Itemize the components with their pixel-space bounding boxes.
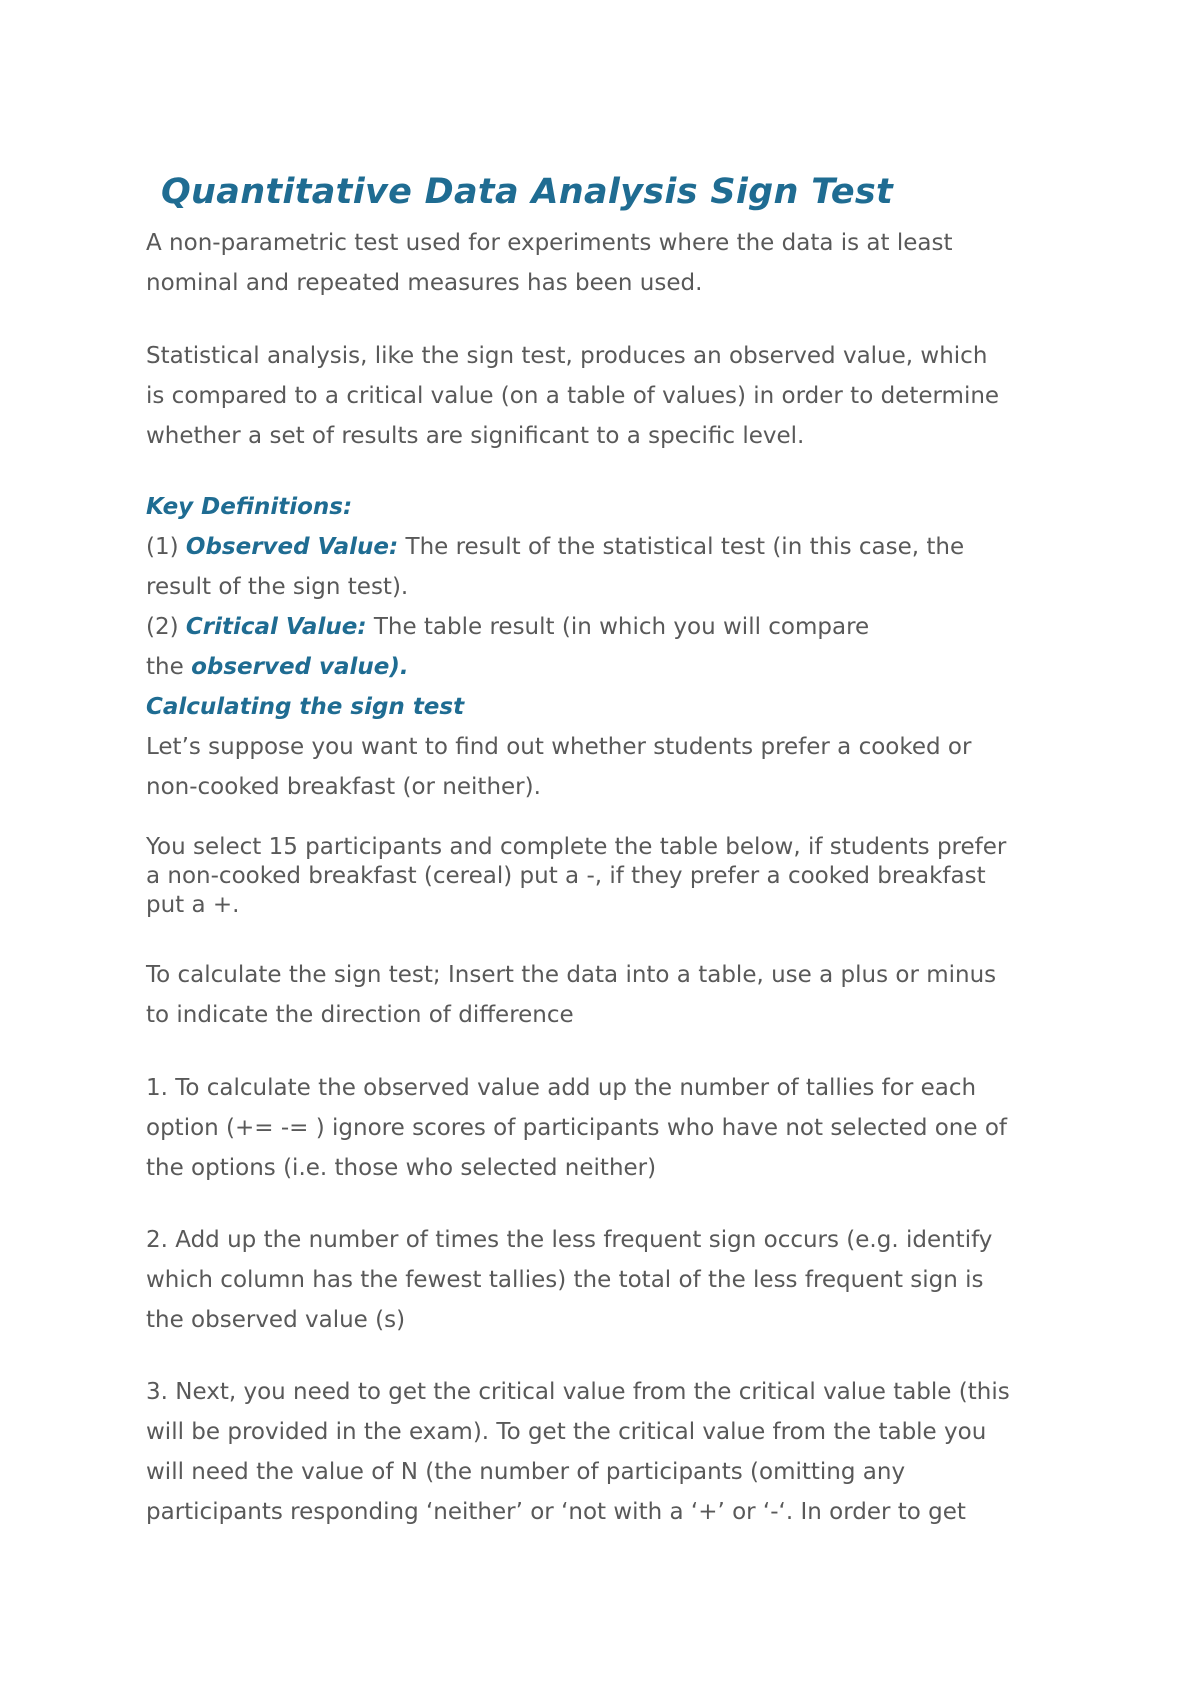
definition-1-text: The result of the statistical test (in this case, the	[398, 534, 965, 560]
calculating-line-1: Let’s suppose you want to find out whether students prefer a cooked or	[146, 734, 972, 760]
definition-2-term: Critical Value:	[185, 614, 367, 640]
definition-2-prefix: the	[146, 654, 192, 680]
calculating-heading: Calculating the sign test	[146, 694, 465, 720]
analysis-paragraph	[146, 336, 1086, 456]
calc-intro-paragraph	[146, 955, 1086, 1035]
analysis-line-2: is compared to a critical value (on a table of values) in order to determine	[146, 383, 1000, 409]
definition-1-line-1	[146, 527, 1086, 567]
analysis-line-1: Statistical analysis, like the sign test, produces an observed value, which	[146, 343, 988, 369]
key-definitions-section	[146, 487, 1086, 807]
step-1-line-2: option (+= -= ) ignore scores of participants who have not selected one of	[146, 1115, 1008, 1141]
intro-line-1: A non-parametric test used for experiments where the data is at least	[146, 230, 953, 256]
step-3-line-1: 3. Next, you need to get the critical value from the critical value table (this	[146, 1379, 1010, 1405]
definition-2-text: The table result (in which you will compare	[366, 614, 870, 640]
step-1-line-3: the options (i.e. those who selected neither)	[146, 1155, 657, 1181]
definition-1-term: Observed Value:	[185, 534, 399, 560]
step-3-line-4: participants responding ‘neither’ or ‘not with a ‘+’ or ‘-‘. In order to get	[146, 1499, 966, 1525]
definition-2-number: (2)	[146, 614, 186, 640]
definition-2-term-inline: observed value).	[191, 654, 409, 680]
step-2-line-2: which column has the fewest tallies) the total of the less frequent sign is	[146, 1267, 984, 1293]
definition-2-line-1	[146, 607, 1086, 647]
definition-1-number: (1)	[146, 534, 186, 560]
calc-intro-line-2: to indicate the direction of difference	[146, 1002, 574, 1028]
intro-line-2: nominal and repeated measures has been used.	[146, 270, 703, 296]
page-title: Quantitative Data Analysis Sign Test	[161, 172, 894, 212]
step-2-line-3: the observed value (s)	[146, 1307, 406, 1333]
participants-line-3: put a +.	[146, 892, 240, 918]
step-1-line-1: 1. To calculate the observed value add up the number of tallies for each	[146, 1075, 977, 1101]
participants-line-2: a non-cooked breakfast (cereal) put a -, if they prefer a cooked breakfast	[146, 863, 986, 889]
step-1-paragraph	[146, 1068, 1086, 1188]
key-definitions-heading: Key Definitions:	[146, 494, 353, 520]
analysis-line-3: whether a set of results are significant to a specific level.	[146, 423, 805, 449]
step-3-paragraph	[146, 1372, 1086, 1532]
participants-paragraph	[146, 833, 1086, 920]
step-2-paragraph	[146, 1220, 1086, 1340]
step-3-line-3: will need the value of N (the number of participants (omitting any	[146, 1459, 906, 1485]
calc-intro-line-1: To calculate the sign test; Insert the data into a table, use a plus or minus	[146, 962, 997, 988]
definition-1-line-2: result of the sign test).	[146, 574, 409, 600]
step-2-line-1: 2. Add up the number of times the less frequent sign occurs (e.g. identify	[146, 1227, 993, 1253]
intro-paragraph	[146, 223, 1086, 303]
participants-line-1: You select 15 participants and complete the table below, if students prefer	[146, 834, 1007, 860]
definition-2-line-2	[146, 647, 1086, 687]
step-3-line-2: will be provided in the exam). To get the critical value from the table you	[146, 1419, 987, 1445]
calculating-line-2: non-cooked breakfast (or neither).	[146, 774, 541, 800]
